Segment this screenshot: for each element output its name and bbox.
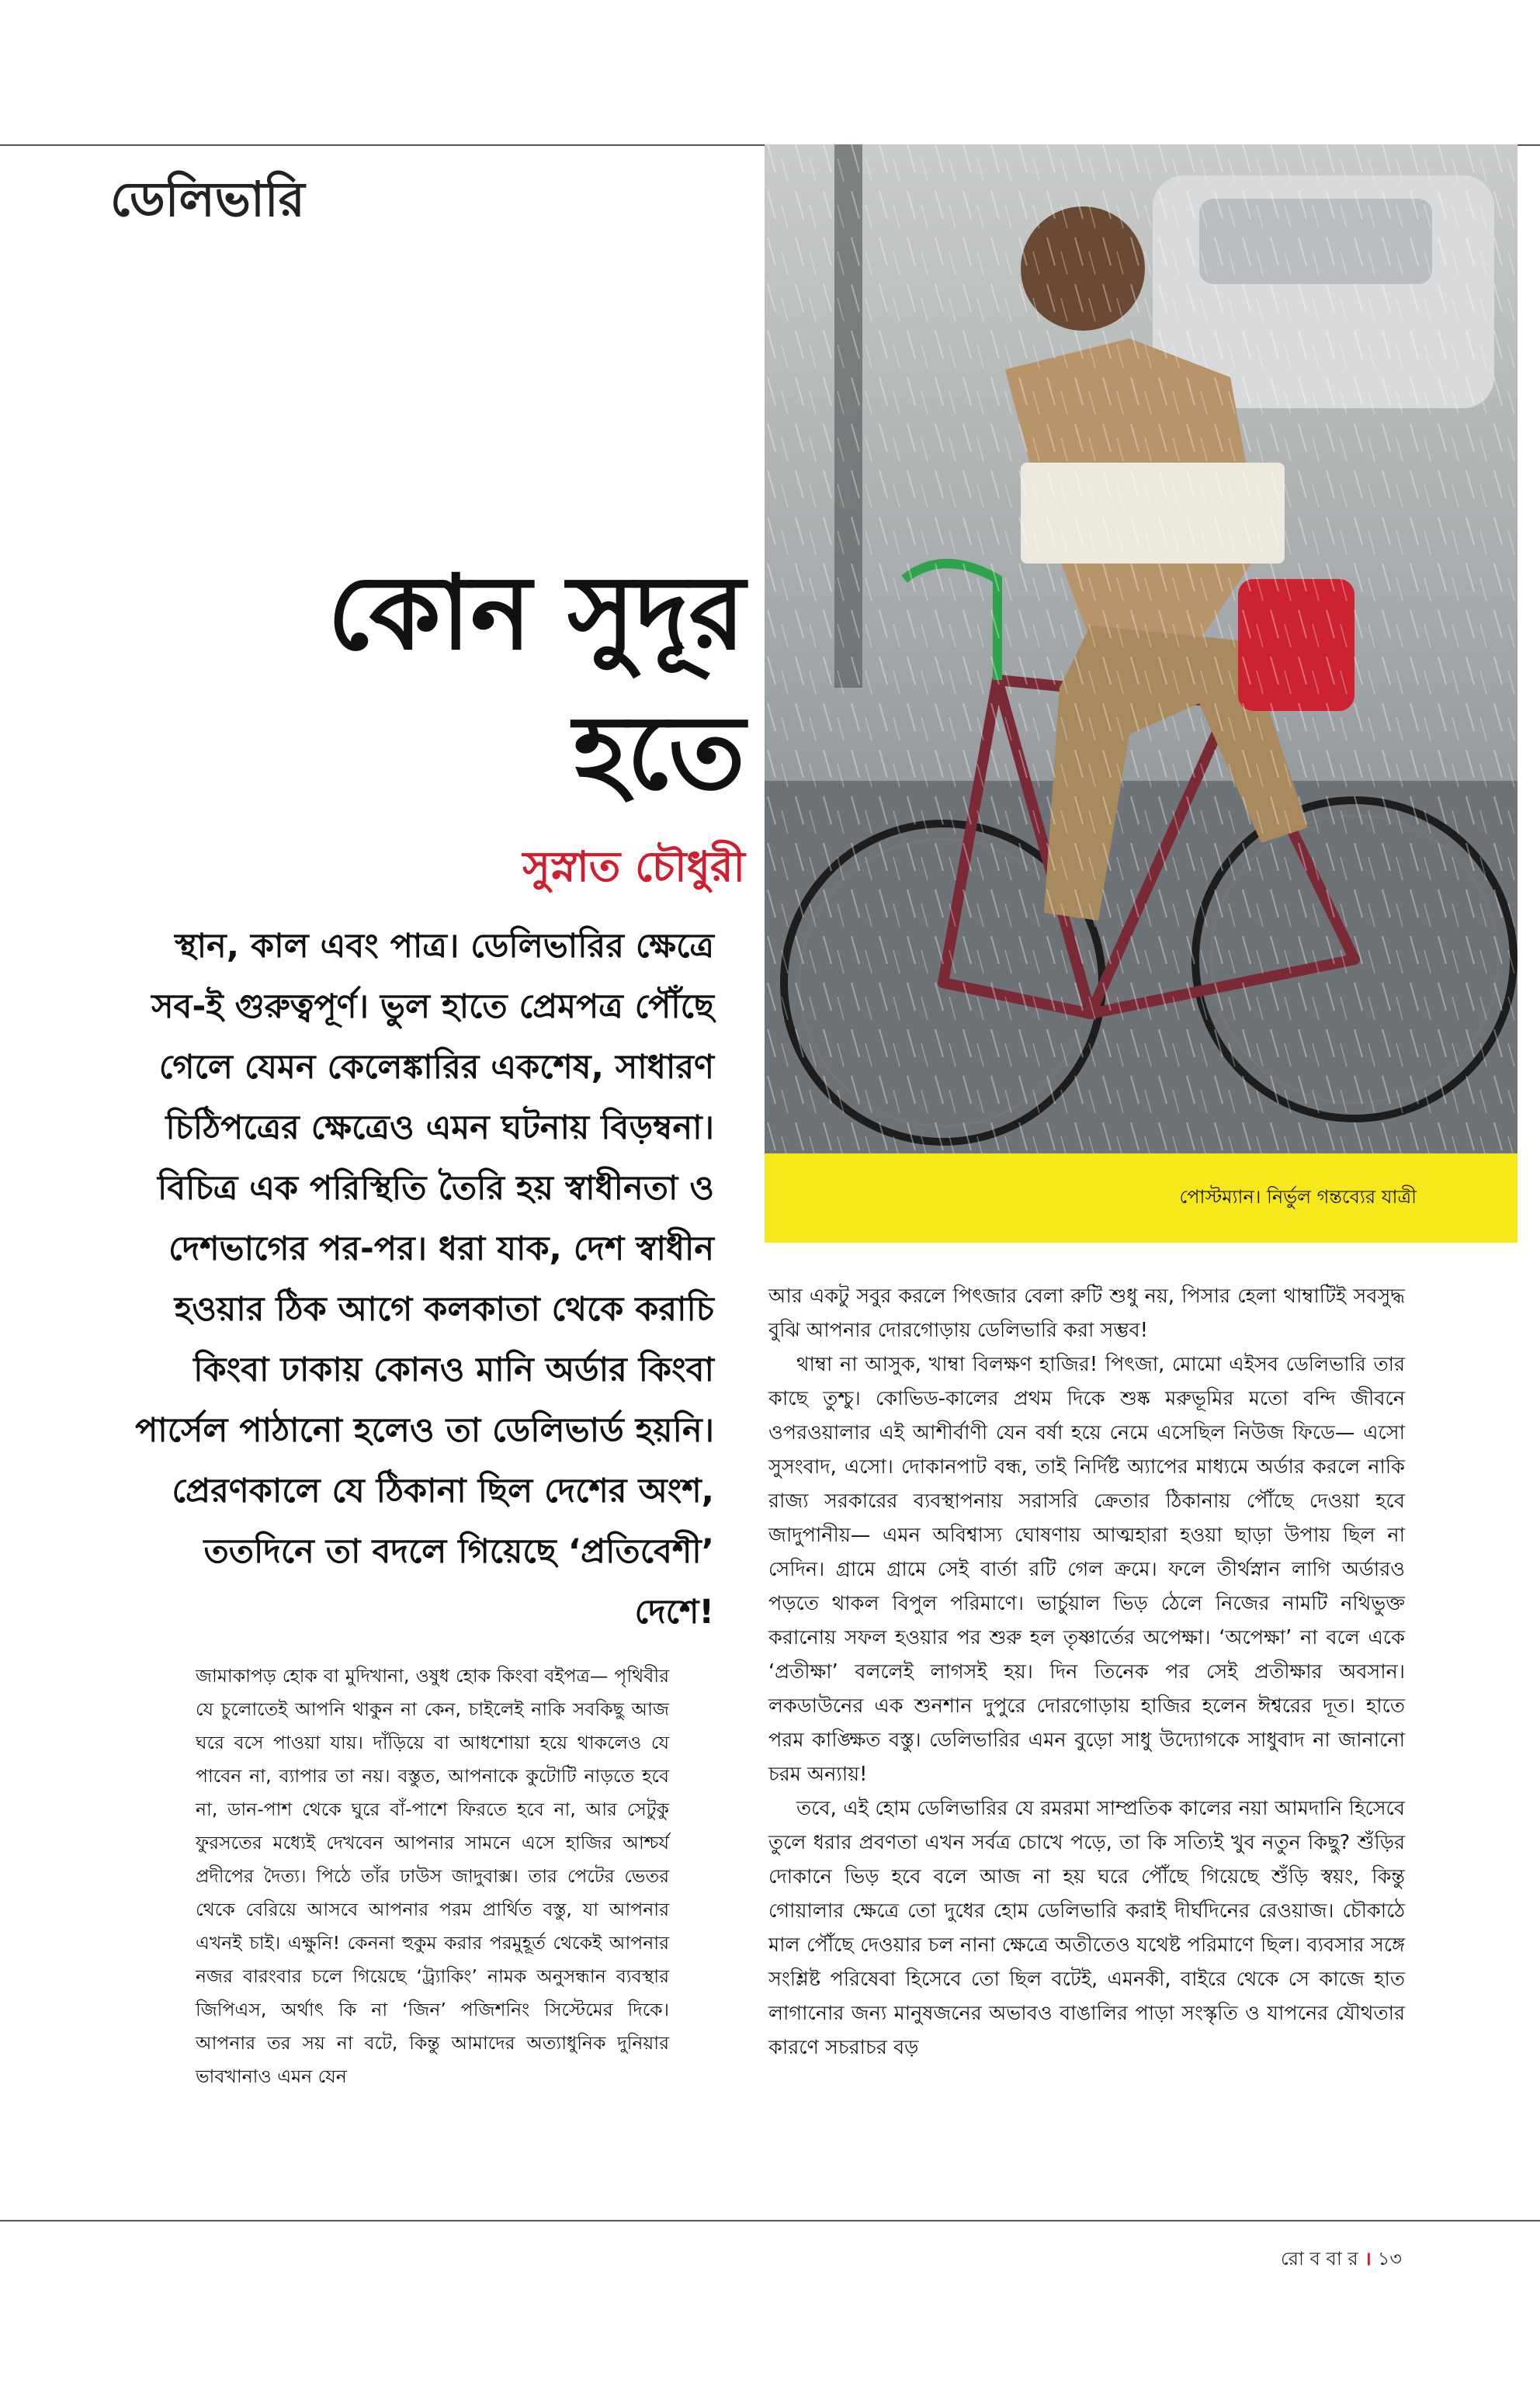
body-paragraph: থাম্বা না আসুক, খাম্বা বিলক্ষণ হাজির! পিৎজা, মোমো এইসব ডেলিভারি তার কাছে তুশ্চু। কোভিড-কালের প্রথম দিকে শুষ্ক মরুভূমির মতো বন্দি জীবনে ওপরওয়ালার এই আশীর্বাণী যেন বর্ষা হয়ে নেমে এসেছিল নিউজ ফিডে— এসো সুসংবাদ, এসো। দোকানপাট বন্ধ, তাই নির্দিষ্ট অ্যাপের মাধ্যমে অর্ডার করলে নাকি রাজ্য সরকারের ব্যবস্থাপনায় সরাসরি ক্রেতার ঠিকানায় পৌঁছে দেওয়া হবে জাদুপানীয়— এমন অবিশ্বাস্য ঘোষণায় আত্মহারা হওয়া ছাড়া উপায় ছিল না সেদিন। গ্রামে গ্রামে সেই বার্তা রটি গেল ক্রমে। ফলে তীর্থস্নান লাগি অর্ডারও পড়তে থাকল বিপুল পরিমাণে। ভার্চুয়াল ভিড় ঠেলে নিজের নামটি নথিভুক্ত করানোয় সফল হওয়ার পর শুরু হল তৃষ্ণার্তের অপেক্ষা। ‘অপেক্ষা’ না বলে একে ‘প্রতীক্ষা’ বললেই লাগসই হয়। দিন তিনেক পর সেই প্রতীক্ষার অবসান। লকডাউনের এক শুনশান দুপুরে দোরগোড়ায় হাজির হলেন ঈশ্বরের দূত। হাতে পরম কাঙ্ক্ষিত বস্তু। ডেলিভারির এমন বুড়ো সাধু উদ্যোগকে সাধুবাদ না জানানো চরম অন্যায়! bbox=[768, 1353, 1405, 1786]
postman-bicycle-illustration bbox=[765, 144, 1517, 1153]
body-paragraph: আর একটু সবুর করলে পিৎজার বেলা রুটি শুধু নয়, পিসার হেলা থাম্বাটিই সবসুদ্ধ বুঝি আপনার দোরগোড়ায় ডেলিভারি করা সম্ভব! bbox=[768, 1285, 1405, 1342]
body-paragraph: তবে, এই হোম ডেলিভারির যে রমরমা সাম্প্রতিক কালের নয়া আমদানি হিসেবে তুলে ধরার প্রবণতা এখন সর্বত্র চোখে পড়ে, তা কি সত্যিই খুব নতুন কিছু? শুঁড়ির দোকানে ভিড় হবে বলে আজ না হয় ঘরে পৌঁছে গিয়েছে শুঁড়ি স্বয়ং, কিন্তু গোয়ালার ক্ষেত্রে তো দুধের হোম ডেলিভারি করাই দীর্ঘদিনের রেওয়াজ। চৌকাঠে মাল পৌঁছে দেওয়ার চল নানা ক্ষেত্রে অতীতেও যথেষ্ট পরিমাণে ছিল। ব্যবসার সঙ্গে সংশ্লিষ্ট পরিষেবা হিসেবে তো ছিল বটেই, এমনকী, বাইরে থেকে সে কাজে হাত লাগানোর জন্য মানুষজনের অভাবও বাঙালির পাড়া সংস্কৃতি ও যাপনের যৌথতার কারণে সচরাচর বড় bbox=[768, 1797, 1405, 2059]
body-column-left bbox=[196, 1659, 669, 2093]
standfirst: স্থান, কাল এবং পাত্র। ডেলিভারির ক্ষেত্রে সব-ই গুরুত্বপূর্ণ। ভুল হাতে প্রেমপত্র পৌঁছে গেলে যেমন কেলেঙ্কারির একশেষ, সাধারণ চিঠিপত্রের ক্ষেত্রেও এমন ঘটনায় বিড়ম্বনা। বিচিত্র এক পরিস্থিতি তৈরি হয় স্বাধীনতা ও দেশভাগের পর-পর। ধরা যাক, দেশ স্বাধীন হওয়ার ঠিক আগে কলকাতা থেকে করাচি কিংবা ঢাকায় কোনও মানি অর্ডার কিংবা পার্সেল পাঠানো হলেও তা ডেলিভার্ড হয়নি। প্রেরণকালে যে ঠিকানা ছিল দেশের অংশ, ততদিনে তা বদলে গিয়েছে ‘প্রতিবেশী’ দেশে! bbox=[135, 927, 714, 1632]
photo-caption-bar bbox=[765, 1153, 1517, 1243]
body-paragraph: জামাকাপড় হোক বা মুদিখানা, ওষুধ হোক কিংবা বইপত্র— পৃথিবীর যে চুলোতেই আপনি থাকুন না কেন, চাইলেই নাকি সবকিছু আজ ঘরে বসে পাওয়া যায়। দাঁড়িয়ে বা আধশোয়া হয়ে থাকলেও যে পাবেন না, ব্যাপার তা নয়। বস্তুত, আপনাকে কুটোটি নাড়তে হবে না, ডান-পাশ থেকে ঘুরে বাঁ-পাশে ফিরতে হবে না, আর সেটুকু ফুরসতের মধ্যেই দেখবেন আপনার সামনে এসে হাজির আশ্চর্য প্রদীপের দৈত্য। পিঠে তাঁর ঢাউস জাদুবাক্স। তার পেটের ভেতর থেকে বেরিয়ে আসবে আপনার পরম প্রার্থিত বস্তু, যা আপনার এখনই চাই। এক্ষুনি! কেননা হুকুম করার পরমুহূর্ত থেকেই আপনার নজর বারংবার চলে গিয়েছে ‘ট্র্যাকিং’ নামক অনুসন্ধান ব্যবস্থার জিপিএস, অর্থাৎ কি না ‘জিন’ পজিশনিং সিস্টেমের দিকে। আপনার তর সয় না বটে, কিন্তু আমাদের অত্যাধুনিক দুনিয়ার ভাবখানাও এমন যেন bbox=[196, 1665, 669, 2087]
headline-line-1: কোন সুদূর bbox=[327, 553, 745, 673]
byline: সুস্নাত চৌধুরী bbox=[522, 842, 745, 891]
page-folio bbox=[1281, 2245, 1402, 2276]
headline bbox=[155, 543, 745, 823]
publication-name: রো ব বা র bbox=[1281, 2248, 1358, 2270]
page-number: ১৩ bbox=[1377, 2248, 1402, 2270]
headline-line-2: হতে bbox=[573, 693, 745, 813]
body-column-right bbox=[768, 1279, 1405, 2065]
photo-caption: পোস্টম্যান। নির্ভুল গন্তব্যের যাত্রী bbox=[1179, 1185, 1417, 1208]
postman-photo bbox=[765, 144, 1517, 1153]
section-label: ডেলিভারি bbox=[110, 171, 305, 227]
folio-separator: । bbox=[1364, 2248, 1372, 2270]
bottom-rule bbox=[0, 2220, 1540, 2221]
